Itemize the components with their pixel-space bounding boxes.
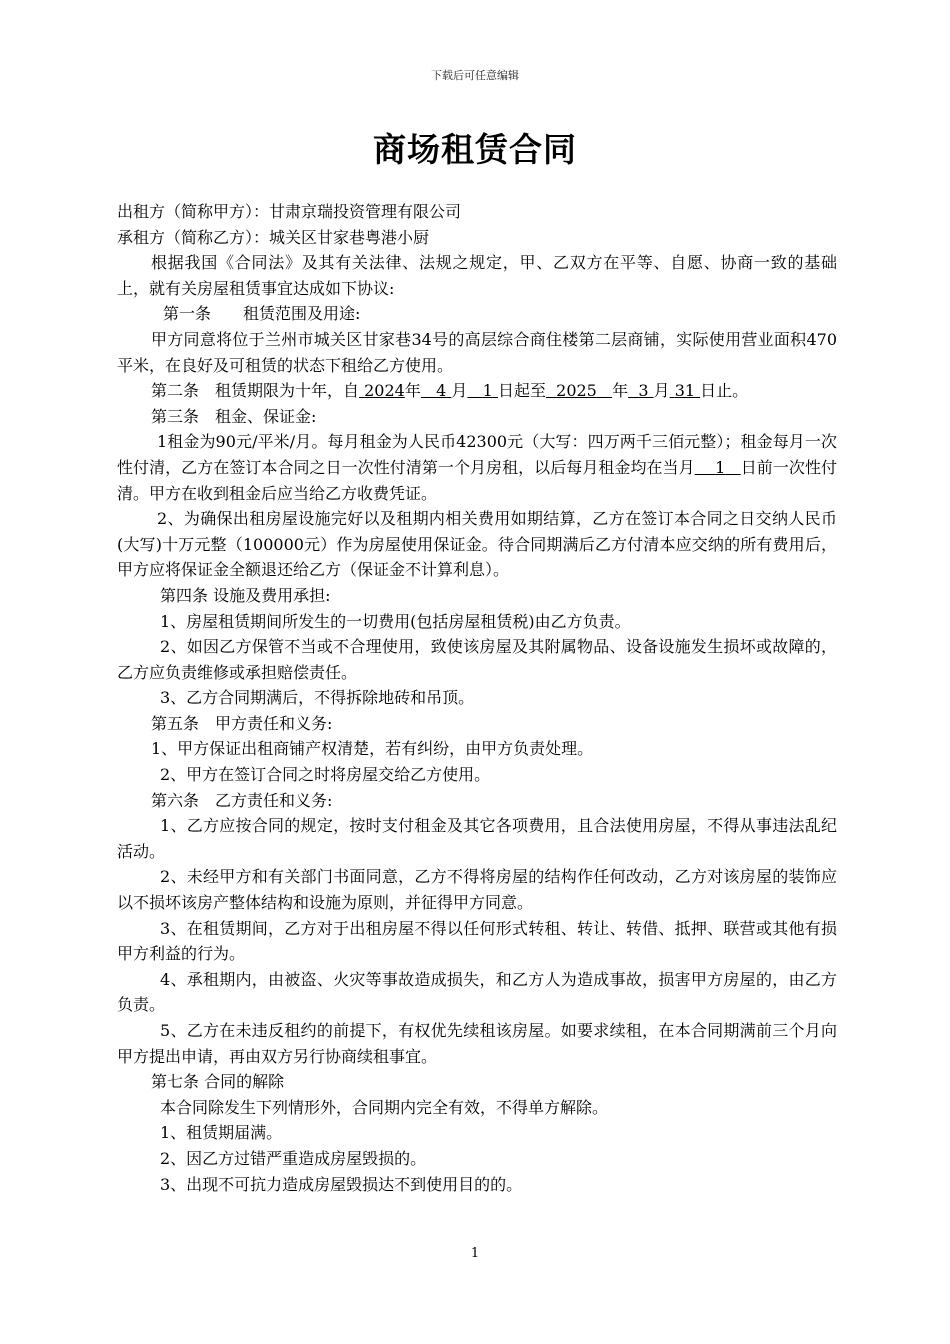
article-6-clause-5: 5、乙方在未违反租约的前提下，有权优先续租该房屋。如要求续租，在本合同期满前三个月向甲方提出申请，再由双方另行协商续租事宜。	[117, 1021, 837, 1066]
term-end-year: 2025	[556, 381, 597, 401]
article-3-clause-1: 1租金为90元/平米/月。每月租金为人民币42300元（大写：四万两千三佰元整）；租金每月一次性付清，乙方在签订本合同之日一次性付清第一个月房租，以后每月租金均在当月 1 日前一次性付清。甲方在收到租金后应当给乙方收费凭证。	[117, 432, 837, 503]
article-5-clause-2: 2、甲方在签订合同之时将房屋交给乙方使用。	[160, 765, 491, 785]
article-7-clause-2: 2、因乙方过错严重造成房屋毁损的。	[160, 1148, 427, 1168]
article-4-clause-3: 3、乙方合同期满后，不得拆除地砖和吊顶。	[160, 688, 475, 708]
term-month-char-2: 月	[653, 381, 670, 401]
term-end-day: 31	[674, 381, 696, 401]
document-title: 商场租赁合同	[373, 130, 577, 169]
article-5-heading: 第五条 甲方责任和义务:	[151, 713, 333, 733]
article-4-heading: 第四条 设施及费用承担:	[160, 585, 331, 605]
article-1-heading: 第一条 租赁范围及用途:	[163, 304, 361, 324]
article-3-heading: 第三条 租金、保证金:	[151, 406, 317, 426]
article-6-clause-3: 3、在租赁期间，乙方对于出租房屋不得以任何形式转租、转让、转借、抵押、联营或其他有损甲方利益的行为。	[117, 918, 837, 964]
article-7-clause-1: 1、租赁期届满。	[160, 1123, 283, 1143]
term-month-char-1: 月	[451, 381, 468, 401]
term-start-day: 1	[482, 381, 493, 401]
term-start-month: 4	[436, 381, 447, 401]
lessor-line: 出租方（简称甲方）：甘肃京瑞投资管理有限公司	[117, 202, 462, 221]
article-7-heading: 第七条 合同的解除	[151, 1072, 285, 1092]
contract-body	[117, 199, 837, 1197]
article-6-clause-2: 2、未经甲方和有关部门书面同意，乙方不得将房屋的结构作任何改动，乙方对该房屋的装饰应以不损坏该房产整体结构和设施为原则，并征得甲方同意。	[117, 867, 837, 913]
article-3-clause-2: 2、为确保出租房屋设施完好以及租期内相关费用如期结算，乙方在签订本合同之日交纳人民币(大写)十万元整（100000元）作为房屋使用保证金。待合同期满后乙方付清本应交纳的所有费用后，甲方应将保证金全额退还给乙方（保证金不计算利息）。	[117, 509, 837, 580]
term-mid: 日起至	[497, 381, 546, 401]
article-6-clause-1: 1、乙方应按合同的规定，按时支付租金及其它各项费用，且合法使用房屋，不得从事违法乱纪活动。	[117, 816, 837, 861]
term-start-year: 2024	[364, 381, 405, 401]
term-prefix: 第二条 租赁期限为十年，自	[151, 381, 360, 401]
article-6-heading: 第六条 乙方责任和义务:	[151, 790, 333, 810]
term-year-char-2: 年	[612, 381, 629, 401]
term-end-month: 3	[638, 381, 649, 401]
article-6-clause-4: 4、承租期内，由被盗、火灾等事故造成损失，和乙方人为造成事故，损害甲方房屋的，由乙方负责。	[117, 969, 837, 1015]
article-5-clause-1: 1、甲方保证出租商铺产权清楚，若有纠纷，由甲方负责处理。	[151, 739, 594, 759]
article-4-clause-1: 1、房屋租赁期间所发生的一切费用(包括房屋租赁税)由乙方负责。	[160, 611, 631, 631]
lessee-line: 承租方（简称乙方）：城关区甘家巷粤港小厨	[117, 227, 430, 247]
page-number: 1	[470, 1246, 480, 1261]
article-7-clause-3: 3、出现不可抗力造成房屋毁损达不到使用目的的。	[160, 1174, 523, 1194]
term-year-char-1: 年	[404, 381, 421, 401]
rent-due-day: 1	[715, 457, 726, 477]
article-4-clause-2: 2、如因乙方保管不当或不合理使用，致使该房屋及其附属物品、设备设施发生损坏或故障的，乙方应负责维修或承担赔偿责任。	[117, 637, 837, 682]
article-2-term	[117, 378, 837, 404]
header-note: 下载后可任意编辑	[431, 69, 519, 82]
article-7-intro: 本合同除发生下列情形外，合同期内完全有效，不得单方解除。	[160, 1097, 609, 1117]
preamble: 根据我国《合同法》及其有关法律、法规之规定，甲、乙双方在平等、自愿、协商一致的基础上，就有关房屋租赁事宜达成如下协议:	[117, 253, 837, 298]
article-1-text: 甲方同意将位于兰州市城关区甘家巷34号的高层综合商住楼第二层商铺，实际使用营业面积470平米，在良好及可租赁的状态下租给乙方使用。	[117, 329, 837, 375]
term-end-char: 日止。	[700, 381, 749, 401]
